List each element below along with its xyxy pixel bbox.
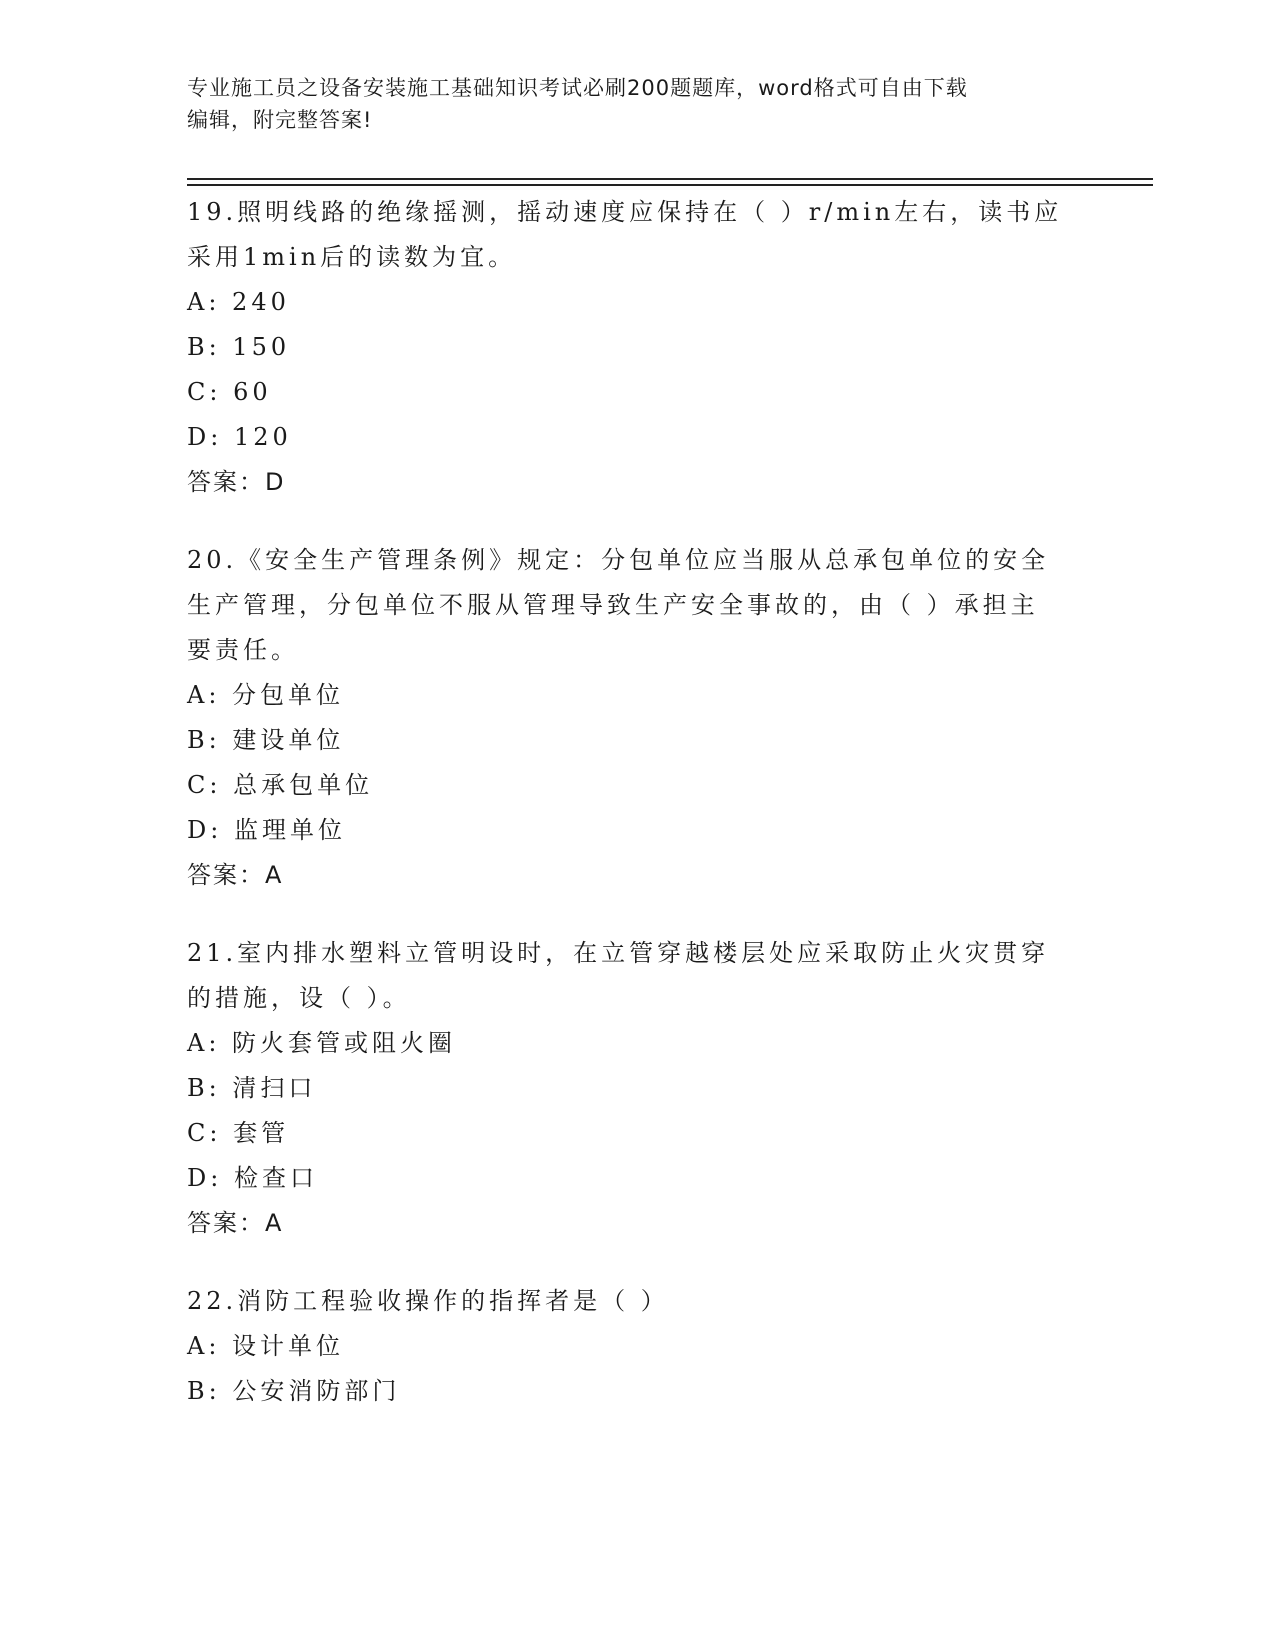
header-line-1: 专业施工员之设备安装施工基础知识考试必刷200题题库，word格式可自由下载 (187, 76, 968, 100)
question-stem-line: 采用1min后的读数为宜。 (187, 243, 517, 271)
header-line-2: 编辑，附完整答案! (187, 108, 373, 132)
option-b: B: 清扫口 (187, 1074, 317, 1102)
question-20 (187, 538, 1087, 898)
option-c: C: 套管 (187, 1119, 290, 1147)
question-stem (187, 931, 1087, 1021)
question-stem-line: 21.室内排水塑料立管明设时，在立管穿越楼层处应采取防止火灾贯穿 (187, 939, 1050, 967)
question-stem (187, 190, 1087, 280)
option-c: C: 总承包单位 (187, 771, 374, 799)
question-21 (187, 931, 1087, 1246)
question-stem (187, 538, 1087, 673)
question-stem-line: 要责任。 (187, 636, 299, 664)
question-stem-line: 生产管理，分包单位不服从管理导致生产安全事故的，由（ ）承担主 (187, 591, 1039, 619)
option-b: B: 公安消防部门 (187, 1377, 401, 1405)
option-a: A: 防火套管或阻火圈 (187, 1029, 457, 1057)
option-a: A: 分包单位 (187, 681, 345, 709)
option-a: A: 240 (187, 288, 290, 316)
option-b: B: 建设单位 (187, 726, 345, 754)
answer: 答案：D (187, 468, 286, 496)
answer: 答案：A (187, 861, 284, 889)
question-22 (187, 1279, 1087, 1414)
option-d: D: 监理单位 (187, 816, 346, 844)
option-b: B: 150 (187, 333, 291, 361)
question-stem-line: 22.消防工程验收操作的指挥者是（ ） (187, 1287, 669, 1315)
document-header (187, 72, 1067, 136)
header-divider-top (187, 178, 1153, 180)
question-stem-line: 的措施，设（ ）。 (187, 984, 411, 1012)
header-divider-bottom (187, 184, 1153, 186)
question-list (187, 190, 1087, 1447)
option-a: A: 设计单位 (187, 1332, 345, 1360)
question-stem-line: 19.照明线路的绝缘摇测，摇动速度应保持在（ ）r/min左右，读书应 (187, 198, 1063, 226)
answer: 答案：A (187, 1209, 284, 1237)
option-d: D: 120 (187, 423, 292, 451)
option-c: C: 60 (187, 378, 272, 406)
question-stem (187, 1279, 1087, 1324)
question-19 (187, 190, 1087, 505)
question-stem-line: 20.《安全生产管理条例》规定：分包单位应当服从总承包单位的安全 (187, 546, 1050, 574)
option-d: D: 检查口 (187, 1164, 318, 1192)
